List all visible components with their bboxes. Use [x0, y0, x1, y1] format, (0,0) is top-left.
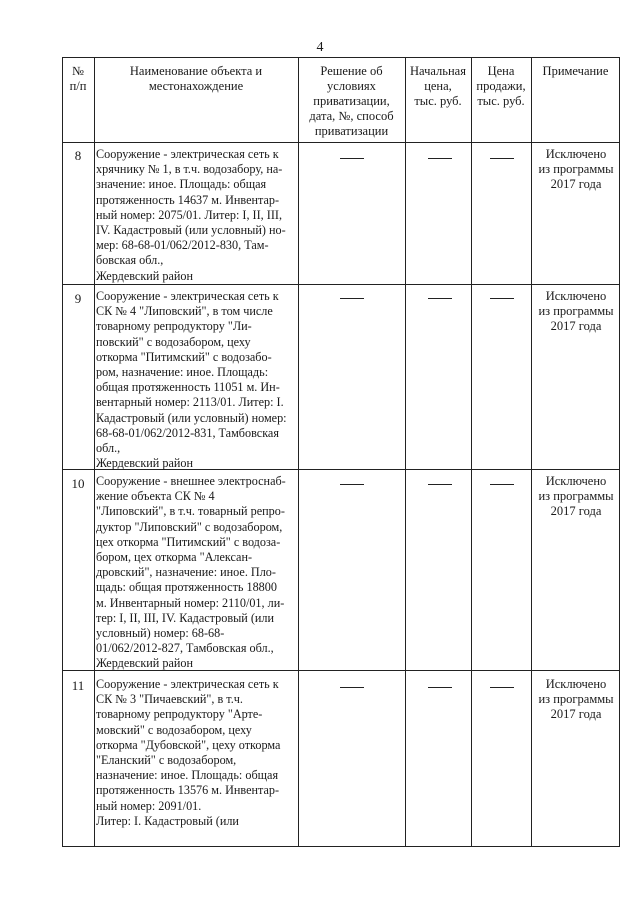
row-divider	[62, 284, 620, 285]
header-note: Примечание	[542, 64, 609, 78]
row-note: Исключено из программы 2017 года	[538, 289, 614, 333]
sale-price-dash	[490, 158, 514, 159]
column-divider	[471, 57, 472, 847]
sale-price-dash	[490, 298, 514, 299]
start-price-dash	[428, 687, 452, 688]
header-name: Наименование объекта и местонахождение	[129, 64, 263, 93]
start-price-dash	[428, 158, 452, 159]
decision-dash	[340, 298, 364, 299]
row-note: Исключено из программы 2017 года	[538, 677, 614, 721]
row-note: Исключено из программы 2017 года	[538, 147, 614, 191]
row-note: Исключено из программы 2017 года	[538, 474, 614, 518]
row-number: 11	[71, 678, 85, 693]
row-divider	[62, 142, 620, 143]
header-sale-price: Цена продажи, тыс. руб.	[476, 64, 526, 108]
column-divider	[94, 57, 95, 847]
start-price-dash	[428, 484, 452, 485]
decision-dash	[340, 158, 364, 159]
header-decision: Решение об условиях приватизации, дата, №, способ приватизации	[309, 64, 394, 138]
header-start-price: Начальная цена, тыс. руб.	[410, 64, 466, 108]
row-number: 10	[71, 476, 85, 491]
sale-price-dash	[490, 484, 514, 485]
header-num: № п/п	[69, 64, 87, 93]
row-number: 9	[74, 291, 82, 306]
object-description: Сооружение - электрическая сеть к СК № 3 "Пичаевский", в т.ч. товарному репродуктору "Арте- мовский" с водозабором, цеху откорма "Дубовской", цеху откорма "Еланский" с водозабором, назначение: иное. Площадь: общая протяженность 13576 м. Инвентар- ный номер: 2091/01. Литер: I. Кадастровый (или	[96, 677, 281, 828]
page-number: 4	[316, 40, 324, 55]
decision-dash	[340, 687, 364, 688]
start-price-dash	[428, 298, 452, 299]
object-description: Сооружение - электрическая сеть к хрячнику № 1, в т.ч. водозабору, на- значение: иное. Площадь: общая протяженность 14637 м. Инвентар- ный номер: 2075/01. Литер: I, II, III, IV. Кадастровый (или условный) но- мер: 68-68-01/062/2012-830, Там- бовская обл., Жердевский район	[96, 147, 286, 283]
object-description: Сооружение - электрическая сеть к СК № 4 "Липовский", в том числе товарному репродуктору "Ли- повский" с водозабором, цеху откорма "Питимский" с водозабо- ром, назначение: иное. Площадь: общая протяженность 11051 м. Ин- вентарный номер: 2113/01. Литер: I. Кадастровый (или условный) номер: 68-68-01/062/2012-831, Тамбовская обл., Жердевский район	[96, 289, 287, 471]
row-number: 8	[74, 148, 82, 163]
sale-price-dash	[490, 687, 514, 688]
object-description: Сооружение - внешнее электроснаб- жение объекта СК № 4 "Липовский", в т.ч. товарный репро- дуктор "Липовский" с водозабором, цех откорма "Питимский" с водоза- бором, цех откорма "Алексан- дровский", назначение: иное. Пло- щадь: общая протяженность 18800 м. Инвентарный номер: 2110/01, ли- тер: I, II, III, IV. Кадастровый (или условный) номер: 68-68- 01/062/2012-827, Тамбовская обл., Жердевский район	[96, 474, 286, 671]
column-divider	[405, 57, 406, 847]
decision-dash	[340, 484, 364, 485]
